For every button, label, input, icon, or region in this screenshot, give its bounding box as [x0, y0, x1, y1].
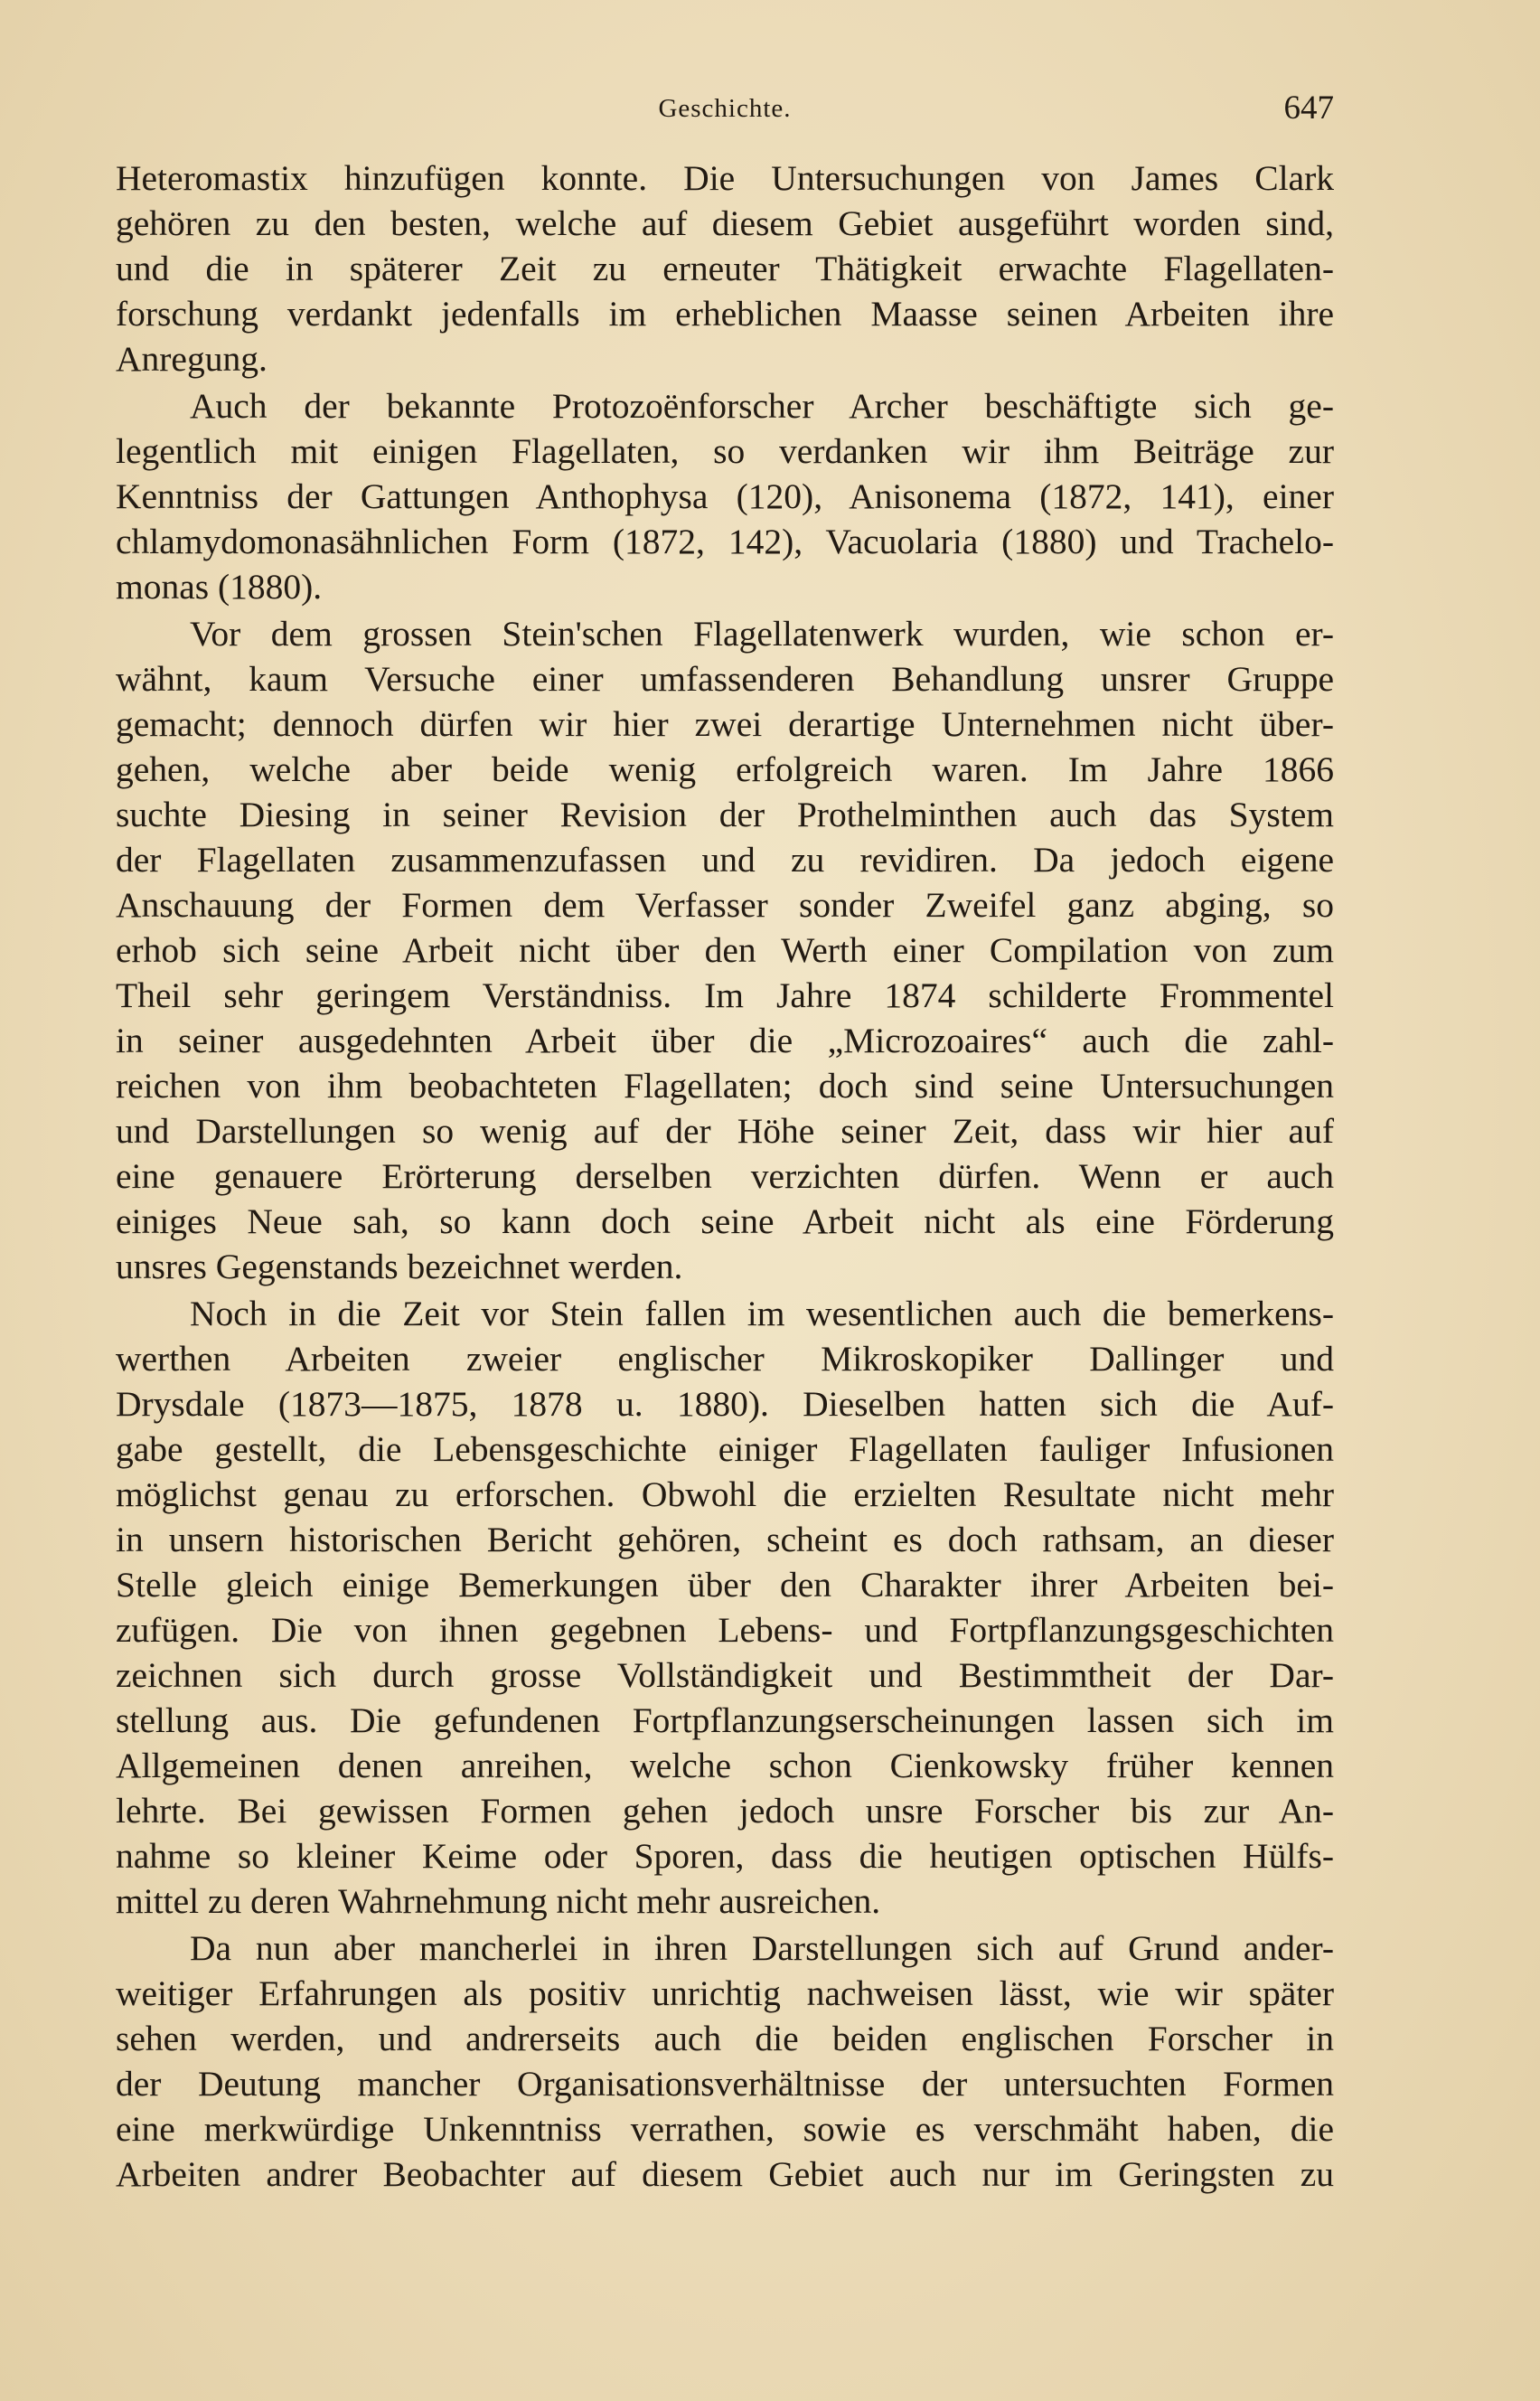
paragraph-3 [116, 611, 1334, 1289]
text-line: Da nun aber mancherlei in ihren Darstellungen sich auf Grund ander- [190, 1928, 1334, 1968]
text-line: gabe gestellt, die Lebensgeschichte einiger Flagellaten fauliger Infusionen [116, 1429, 1334, 1469]
text-line: lehrte. Bei gewissen Formen gehen jedoch unsre Forscher bis zur An- [116, 1791, 1334, 1831]
paragraph-1 [116, 155, 1334, 381]
paragraph-2 [116, 383, 1334, 609]
text-line: stellung aus. Die gefundenen Fortpflanzungserscheinungen lassen sich im [116, 1700, 1334, 1740]
text-line: Allgemeinen denen anreihen, welche schon Cienkowsky früher kennen [116, 1746, 1334, 1785]
text-line: erhob sich seine Arbeit nicht über den Werth einer Compilation von zum [116, 930, 1334, 970]
text-line: Heteromastix hinzufügen konnte. Die Untersuchungen von James Clark [116, 158, 1334, 198]
page-number: 647 [1283, 89, 1334, 127]
text-line: Theil sehr geringem Verständniss. Im Jahre 1874 schilderte Frommentel [116, 975, 1334, 1015]
text-line: wähnt, kaum Versuche einer umfassenderen Behandlung unsrer Gruppe [116, 659, 1334, 699]
text-line: zeichnen sich durch grosse Vollständigkeit und Bestimmtheit der Dar- [116, 1655, 1334, 1695]
text-line: unsres Gegenstands bezeichnet werden. [116, 1247, 683, 1286]
paragraph-4 [116, 1291, 1334, 1924]
text-line: gehören zu den besten, welche auf diesem Gebiet ausgeführt worden sind, [116, 203, 1334, 243]
text-line: und Darstellungen so wenig auf der Höhe seiner Zeit, dass wir hier auf [116, 1111, 1334, 1151]
text-line: suchte Diesing in seiner Revision der Prothelminthen auch das System [116, 795, 1334, 834]
text-line: weitiger Erfahrungen als positiv unrichtig nachweisen lässt, wie wir später [116, 1973, 1334, 2013]
text-line: monas (1880). [116, 567, 323, 607]
text-line: chlamydomonasähnlichen Form (1872, 142), Vacuolaria (1880) und Trachelo- [116, 522, 1334, 561]
text-line: Drysdale (1873—1875, 1878 u. 1880). Dieselben hatten sich die Auf- [116, 1384, 1334, 1424]
text-line: und die in späterer Zeit zu erneuter Thätigkeit erwachte Flagellaten- [116, 249, 1334, 288]
text-line: sehen werden, und andrerseits auch die beiden englischen Forscher in [116, 2019, 1334, 2058]
text-line: legentlich mit einigen Flagellaten, so verdanken wir ihm Beiträge zur [116, 431, 1334, 471]
text-line: reichen von ihm beobachteten Flagellaten; doch sind seine Untersuchungen [116, 1066, 1334, 1106]
text-line: der Deutung mancher Organisationsverhältnisse der untersuchten Formen [116, 2064, 1334, 2104]
paragraph-5 [116, 1926, 1334, 2197]
text-line: in seiner ausgedehnten Arbeit über die „Microzoaires“ auch die zahl- [116, 1021, 1334, 1060]
text-line: einiges Neue sah, so kann doch seine Arbeit nicht als eine Förderung [116, 1201, 1334, 1241]
text-line: mittel zu deren Wahrnehmung nicht mehr ausreichen. [116, 1881, 881, 1921]
text-line: eine genauere Erörterung derselben verzichten dürfen. Wenn er auch [116, 1156, 1334, 1196]
body-text [116, 155, 1334, 2197]
text-line: möglichst genau zu erforschen. Obwohl die erzielten Resultate nicht mehr [116, 1474, 1334, 1514]
text-line: eine merkwürdige Unkenntniss verrathen, sowie es verschmäht haben, die [116, 2109, 1334, 2149]
text-line: Anschauung der Formen dem Verfasser sonder Zweifel ganz abging, so [116, 885, 1334, 925]
text-line: Anregung. [116, 339, 268, 379]
text-line: zufügen. Die von ihnen gegebnen Lebens- und Fortpflanzungsgeschichten [116, 1610, 1334, 1650]
text-line: Kenntniss der Gattungen Anthophysa (120), Anisonema (1872, 141), einer [116, 476, 1334, 516]
text-line: Arbeiten andrer Beobachter auf diesem Gebiet auch nur im Geringsten zu [116, 2154, 1334, 2194]
text-line: gehen, welche aber beide wenig erfolgreich waren. Im Jahre 1866 [116, 749, 1334, 789]
text-line: Auch der bekannte Protozoënforscher Archer beschäftigte sich ge- [190, 386, 1334, 426]
text-line: gemacht; dennoch dürfen wir hier zwei derartige Unternehmen nicht über- [116, 704, 1334, 744]
text-line: nahme so kleiner Keime oder Sporen, dass die heutigen optischen Hülfs- [116, 1836, 1334, 1876]
page-header [116, 89, 1334, 136]
text-line: Noch in die Zeit vor Stein fallen im wesentlichen auch die bemerkens- [190, 1294, 1334, 1333]
text-line: forschung verdankt jedenfalls im erheblichen Maasse seinen Arbeiten ihre [116, 294, 1334, 334]
running-head: Geschichte. [658, 94, 792, 123]
text-line: der Flagellaten zusammenzufassen und zu revidiren. Da jedoch eigene [116, 840, 1334, 880]
text-line: werthen Arbeiten zweier englischer Mikroskopiker Dallinger und [116, 1339, 1334, 1379]
text-line: in unsern historischen Bericht gehören, scheint es doch rathsam, an dieser [116, 1520, 1334, 1559]
text-line: Stelle gleich einige Bemerkungen über den Charakter ihrer Arbeiten bei- [116, 1565, 1334, 1605]
text-line: Vor dem grossen Stein'schen Flagellatenwerk wurden, wie schon er- [190, 614, 1334, 654]
